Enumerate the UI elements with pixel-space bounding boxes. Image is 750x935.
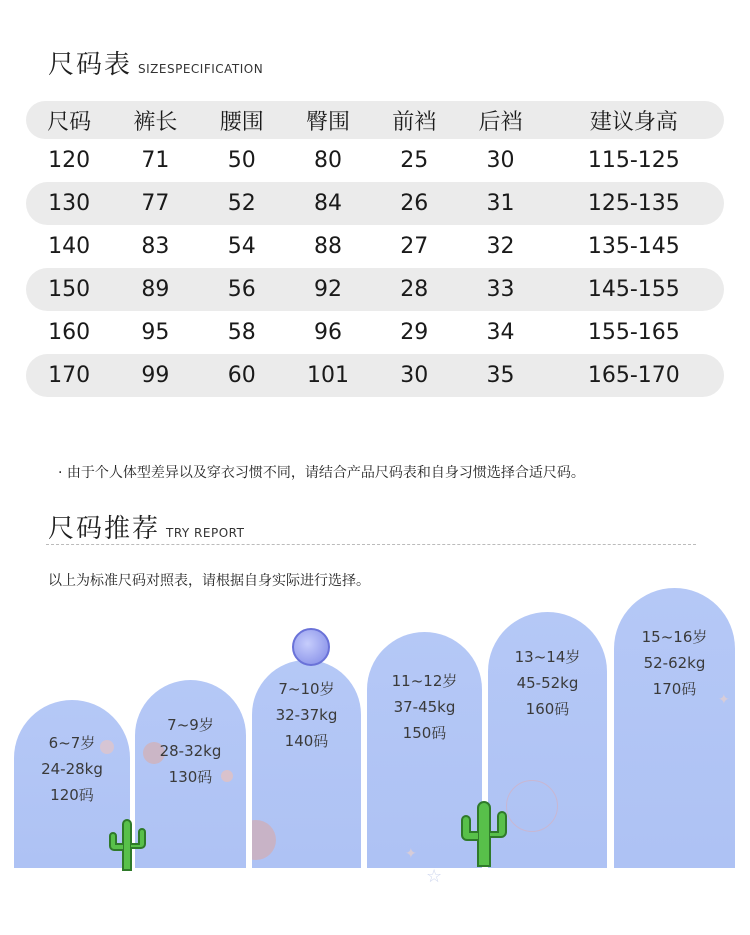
size-chart-title-text: 尺码表 bbox=[48, 50, 133, 80]
card-weight: 28-32kg bbox=[159, 742, 222, 760]
table-cell: 96 bbox=[313, 320, 342, 345]
table-cell: 32 bbox=[486, 234, 515, 259]
star-icon: ✦ bbox=[405, 846, 417, 862]
table-cell: 30 bbox=[486, 148, 515, 173]
recommend-title-text: 尺码推荐 bbox=[48, 514, 161, 544]
recommend-card-170 bbox=[614, 588, 735, 868]
table-cell: 89 bbox=[112, 268, 198, 311]
table-cell: 135-145 bbox=[587, 234, 680, 259]
table-cell: 35 bbox=[457, 354, 543, 397]
card-size: 130码 bbox=[168, 768, 213, 786]
cactus-icon bbox=[104, 816, 150, 872]
header-hip: 臀围 bbox=[285, 101, 371, 139]
size-chart-title bbox=[48, 44, 263, 81]
table-cell: 25 bbox=[400, 148, 429, 173]
table-cell: 80 bbox=[313, 148, 342, 173]
table-cell: 140 bbox=[48, 234, 91, 259]
card-size: 170码 bbox=[652, 680, 697, 698]
table-cell: 130 bbox=[26, 182, 112, 225]
table-cell: 83 bbox=[141, 234, 170, 259]
table-cell: 125-135 bbox=[544, 182, 724, 225]
table-cell: 31 bbox=[457, 182, 543, 225]
star-outline-icon: ☆ bbox=[426, 866, 443, 887]
table-cell: 71 bbox=[141, 148, 170, 173]
card-weight: 52-62kg bbox=[643, 654, 706, 672]
table-row bbox=[26, 311, 724, 354]
size-chart-subtitle: SIZESPECIFICATION bbox=[138, 62, 264, 76]
table-cell: 155-165 bbox=[587, 320, 680, 345]
recommend-subtitle: TRY REPORT bbox=[166, 526, 245, 540]
table-cell: 50 bbox=[227, 148, 256, 173]
card-age: 13~14岁 bbox=[514, 648, 581, 666]
table-row bbox=[26, 268, 724, 311]
table-cell: 95 bbox=[141, 320, 170, 345]
table-cell: 170 bbox=[26, 354, 112, 397]
card-size: 120码 bbox=[50, 786, 94, 804]
table-cell: 58 bbox=[227, 320, 256, 345]
table-cell: 33 bbox=[457, 268, 543, 311]
table-cell: 160 bbox=[48, 320, 91, 345]
card-age: 11~12岁 bbox=[391, 672, 458, 690]
header-back-rise: 后裆 bbox=[457, 101, 543, 139]
table-row bbox=[26, 139, 724, 182]
table-cell: 150 bbox=[26, 268, 112, 311]
star-icon: ✦ bbox=[718, 692, 730, 708]
header-pants-length: 裤长 bbox=[112, 101, 198, 139]
moon-icon bbox=[292, 628, 330, 666]
card-age: 6~7岁 bbox=[48, 734, 96, 752]
card-age: 7~10岁 bbox=[278, 680, 335, 698]
card-weight: 45-52kg bbox=[516, 674, 579, 692]
table-cell: 165-170 bbox=[544, 354, 724, 397]
card-size: 160码 bbox=[525, 700, 570, 718]
header-front-rise: 前裆 bbox=[371, 101, 457, 139]
table-cell: 52 bbox=[199, 182, 285, 225]
table-cell: 27 bbox=[400, 234, 429, 259]
table-row bbox=[26, 182, 724, 225]
planet-icon bbox=[252, 820, 276, 860]
card-size: 140码 bbox=[284, 732, 329, 750]
table-cell: 29 bbox=[400, 320, 429, 345]
table-row bbox=[26, 225, 724, 268]
card-weight: 32-37kg bbox=[275, 706, 338, 724]
size-note: · 由于个人体型差异以及穿衣习惯不同，请结合产品尺码表和自身习惯选择合适尺码。 bbox=[58, 465, 585, 481]
table-cell: 99 bbox=[112, 354, 198, 397]
dashed-divider bbox=[46, 544, 696, 545]
table-cell: 30 bbox=[371, 354, 457, 397]
recommend-intro: 以上为标准尺码对照表，请根据自身实际进行选择。 bbox=[48, 573, 370, 589]
table-cell: 115-125 bbox=[587, 148, 680, 173]
card-age: 15~16岁 bbox=[641, 628, 708, 646]
orbit-icon bbox=[506, 780, 558, 832]
table-cell: 88 bbox=[313, 234, 342, 259]
card-age: 7~9岁 bbox=[167, 716, 214, 734]
card-weight: 37-45kg bbox=[393, 698, 456, 716]
table-cell: 56 bbox=[199, 268, 285, 311]
recommend-title bbox=[48, 508, 244, 545]
table-cell: 92 bbox=[285, 268, 371, 311]
table-cell: 26 bbox=[371, 182, 457, 225]
table-cell: 101 bbox=[285, 354, 371, 397]
recommend-card-130 bbox=[135, 680, 246, 868]
cactus-icon bbox=[456, 798, 512, 868]
table-row bbox=[26, 354, 724, 397]
size-table bbox=[26, 101, 724, 397]
card-weight: 24-28kg bbox=[41, 760, 103, 778]
header-height: 建议身高 bbox=[544, 101, 724, 139]
table-cell: 84 bbox=[285, 182, 371, 225]
card-size: 150码 bbox=[402, 724, 447, 742]
table-cell: 34 bbox=[486, 320, 515, 345]
header-size: 尺码 bbox=[26, 101, 112, 139]
table-cell: 60 bbox=[199, 354, 285, 397]
recommend-card-140 bbox=[252, 660, 361, 868]
table-cell: 28 bbox=[371, 268, 457, 311]
table-cell: 77 bbox=[112, 182, 198, 225]
table-cell: 54 bbox=[227, 234, 256, 259]
size-table-header bbox=[26, 101, 724, 139]
header-waist: 腰围 bbox=[199, 101, 285, 139]
table-cell: 120 bbox=[48, 148, 91, 173]
table-cell: 145-155 bbox=[544, 268, 724, 311]
